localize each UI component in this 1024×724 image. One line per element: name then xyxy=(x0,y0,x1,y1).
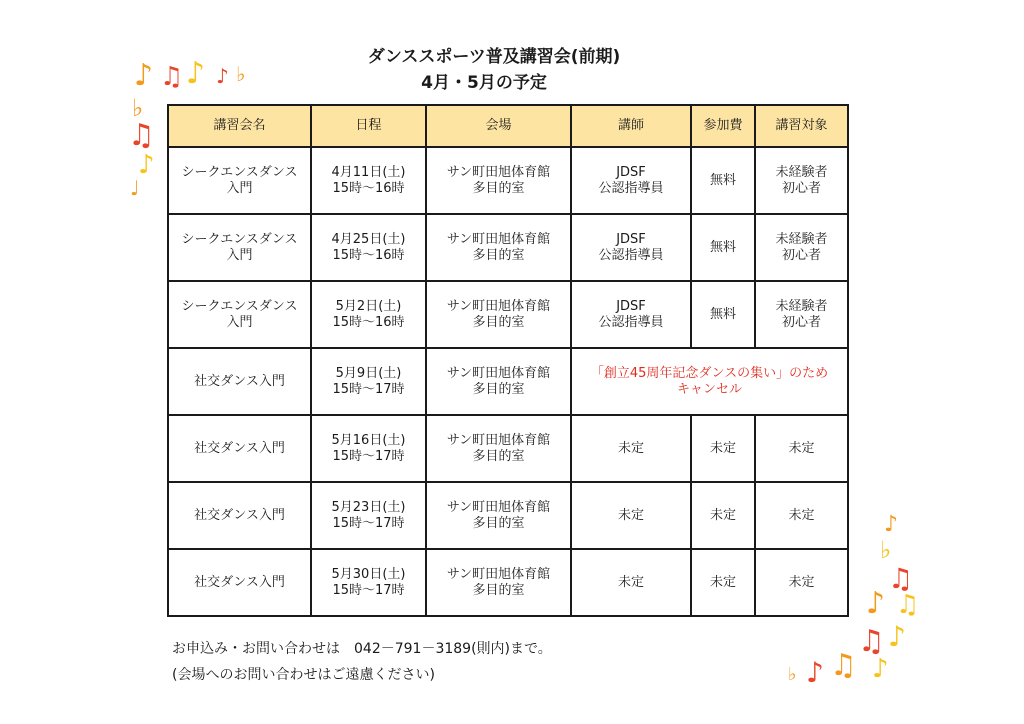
fee-cell: 未定 xyxy=(691,415,755,482)
music-note-icon: ♪ xyxy=(806,656,824,689)
course-name-cell: シークエンスダンス 入門 xyxy=(168,281,311,348)
target-cell: 未定 xyxy=(755,549,848,616)
music-note-icon: ♭ xyxy=(132,94,144,122)
fee-cell: 無料 xyxy=(691,214,755,281)
target-cell: 未経験者 初心者 xyxy=(755,281,848,348)
venue-cell: サン町田旭体育館 多目的室 xyxy=(426,482,571,549)
course-name-cell: 社交ダンス入門 xyxy=(168,348,311,415)
page-title: ダンススポーツ普及講習会(前期) xyxy=(367,47,621,67)
date-cell: 4月25日(土) 15時～16時 xyxy=(311,214,426,281)
instructor-cell: 未定 xyxy=(571,549,691,616)
table-header-row xyxy=(168,105,848,147)
music-note-icon: ♪ xyxy=(884,512,899,537)
header-target: 講習対象 xyxy=(755,105,848,147)
date-cell: 5月23日(土) 15時～17時 xyxy=(311,482,426,549)
venue-cell: サン町田旭体育館 多目的室 xyxy=(426,549,571,616)
fee-cell: 未定 xyxy=(691,549,755,616)
table-row xyxy=(168,348,848,415)
music-note-icon: ♪ xyxy=(888,620,906,653)
instructor-cell: JDSF 公認指導員 xyxy=(571,281,691,348)
table-row xyxy=(168,482,848,549)
header-schedule: 日程 xyxy=(311,105,426,147)
course-name-cell: シークエンスダンス 入門 xyxy=(168,214,311,281)
music-note-icon: ♪ xyxy=(186,56,206,91)
table-row xyxy=(168,549,848,616)
music-note-icon: ♪ xyxy=(138,150,155,180)
venue-cell: サン町田旭体育館 多目的室 xyxy=(426,147,571,214)
music-note-icon: ♪ xyxy=(216,64,229,88)
fee-cell: 無料 xyxy=(691,147,755,214)
instructor-cell: 未定 xyxy=(571,482,691,549)
date-cell: 4月11日(土) 15時～16時 xyxy=(311,147,426,214)
course-name-cell: シークエンスダンス 入門 xyxy=(168,147,311,214)
table-row xyxy=(168,281,848,348)
date-cell: 5月16日(土) 15時～17時 xyxy=(311,415,426,482)
music-note-icon: ♭ xyxy=(880,536,892,564)
venue-cell: サン町田旭体育館 多目的室 xyxy=(426,214,571,281)
music-note-icon: ♭ xyxy=(236,62,246,86)
venue-cell: サン町田旭体育館 多目的室 xyxy=(426,348,571,415)
header-fee: 参加費 xyxy=(691,105,755,147)
instructor-cell: JDSF 公認指導員 xyxy=(571,147,691,214)
course-name-cell: 社交ダンス入門 xyxy=(168,549,311,616)
music-note-icon: ♫ xyxy=(896,590,920,620)
music-note-icon: ♪ xyxy=(872,654,889,684)
header-instructor: 講師 xyxy=(571,105,691,147)
instructor-cell: 未定 xyxy=(571,415,691,482)
header-course-name: 講習会名 xyxy=(168,105,311,147)
schedule-table xyxy=(167,104,849,617)
table-row xyxy=(168,415,848,482)
target-cell: 未定 xyxy=(755,482,848,549)
cancellation-notice: 「創立45周年記念ダンスの集い」のため キャンセル xyxy=(571,348,848,415)
date-cell: 5月9日(土) 15時～17時 xyxy=(311,348,426,415)
course-name-cell: 社交ダンス入門 xyxy=(168,482,311,549)
header-venue: 会場 xyxy=(426,105,571,147)
instructor-cell: JDSF 公認指導員 xyxy=(571,214,691,281)
fee-cell: 無料 xyxy=(691,281,755,348)
music-note-icon: ♫ xyxy=(858,624,885,659)
target-cell: 未経験者 初心者 xyxy=(755,147,848,214)
date-cell: 5月30日(土) 15時～17時 xyxy=(311,549,426,616)
date-cell: 5月2日(土) 15時～16時 xyxy=(311,281,426,348)
music-note-icon: ♫ xyxy=(888,562,914,595)
contact-info: お申込み・お問い合わせは 042－791－3189(則内)まで。 xyxy=(172,641,552,657)
venue-cell: サン町田旭体育館 多目的室 xyxy=(426,415,571,482)
venue-cell: サン町田旭体育館 多目的室 xyxy=(426,281,571,348)
fee-cell: 未定 xyxy=(691,482,755,549)
target-cell: 未経験者 初心者 xyxy=(755,214,848,281)
music-note-icon: ♭ xyxy=(788,664,797,685)
music-note-icon: ♪ xyxy=(866,586,886,621)
table-row xyxy=(168,214,848,281)
target-cell: 未定 xyxy=(755,415,848,482)
music-note-icon: ♪ xyxy=(134,58,154,93)
music-note-icon: ♫ xyxy=(830,648,857,683)
music-note-icon: ♫ xyxy=(160,62,184,92)
table-row xyxy=(168,147,848,214)
music-note-icon: ♩ xyxy=(130,176,140,200)
venue-contact-note: (会場へのお問い合わせはご遠慮ください) xyxy=(172,667,435,683)
page-subtitle: 4月・5月の予定 xyxy=(421,73,547,93)
music-note-icon: ♫ xyxy=(128,118,155,153)
course-name-cell: 社交ダンス入門 xyxy=(168,415,311,482)
